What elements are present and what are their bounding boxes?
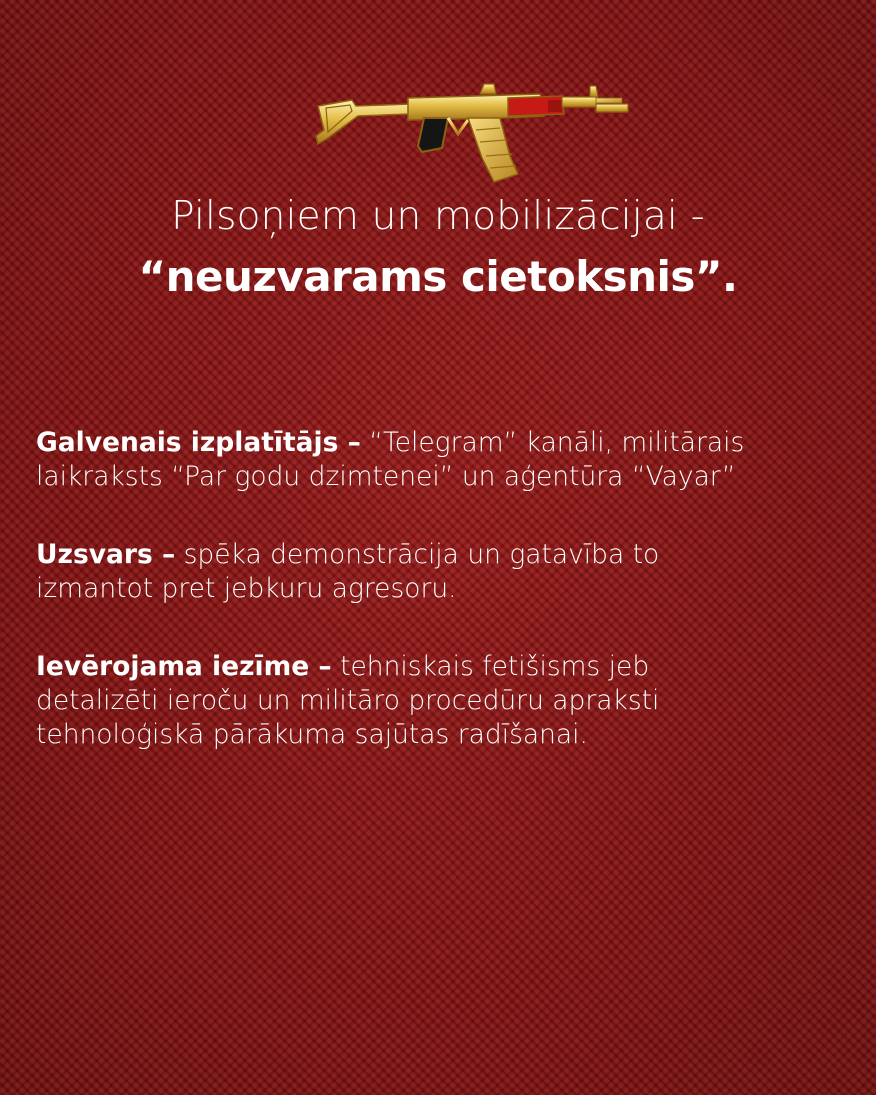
headline-line-1: Pilsoņiem un mobilizācijai - xyxy=(171,194,705,239)
paragraph-line xyxy=(36,538,856,572)
paragraph-text: izmantot pret jebkuru agresoru. xyxy=(36,573,457,604)
paragraph-line xyxy=(36,650,856,684)
rifle-pin-icon xyxy=(312,78,630,188)
paragraph-text: detalizēti ieroču un militāro procedūru apraksti xyxy=(36,685,660,716)
paragraph-text: tehniskais fetišisms jeb xyxy=(331,651,650,682)
paragraph-label: Ievērojama iezīme – xyxy=(36,651,332,682)
paragraph-text: spēka demonstrācija un gatavība to xyxy=(175,539,660,570)
paragraph-line xyxy=(36,426,856,460)
paragraph-distributor xyxy=(36,426,856,494)
paragraph-label: Uzsvars – xyxy=(36,539,176,570)
paragraph-text: tehnoloģiskā pārākuma sajūtas radīšanai. xyxy=(36,719,588,750)
paragraph-notable-feature xyxy=(36,650,856,752)
paragraph-emphasis xyxy=(36,538,856,606)
paragraph-label: Galvenais izplatītājs – xyxy=(36,427,361,458)
paragraph-text: laikraksts “Par godu dzimtenei” un aģentūra “Vayar” xyxy=(36,461,736,492)
headline-line-2: “neuzvarams cietoksnis”. xyxy=(138,252,738,301)
paragraph-text: “Telegram” kanāli, militārais xyxy=(360,427,745,458)
